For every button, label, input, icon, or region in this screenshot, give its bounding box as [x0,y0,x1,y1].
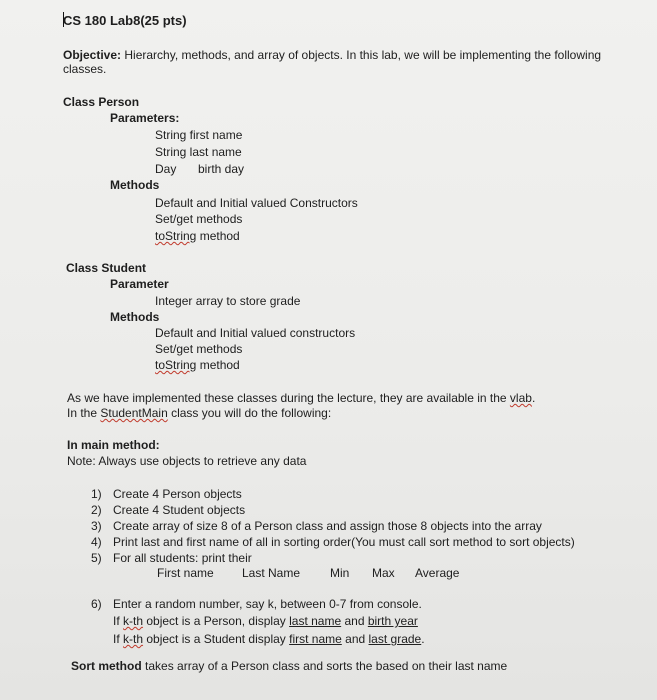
kth-person-line [113,614,418,628]
studentmain-word: StudentMain [100,406,168,420]
step-6-text: Enter a random number, say k, between 0-7 from console. [113,597,422,611]
person-param-first-name: String first name [155,128,243,142]
person-param-day-type: Day [155,162,177,176]
step-number: 5) [91,551,102,565]
kth-text: and [341,632,369,646]
tostring-word: toString [155,229,197,243]
tostring-rest: method [196,229,240,243]
last-grade-underlined: last grade [368,632,422,646]
kth-text: If [113,632,124,646]
student-param-grade-array: Integer array to store grade [155,294,301,308]
sort-method-label: Sort method [71,659,142,673]
kth-word: k-th [123,632,144,646]
intro-line-2-text: In the [67,406,101,420]
intro-line-1-text: As we have implemented these classes during the lecture, they are available in the [67,391,510,405]
birth-year-underlined: birth year [367,614,418,628]
kth-text: If [113,614,124,628]
step-number: 4) [91,535,102,549]
step-text: For all students: print their [113,551,252,565]
page-title: CS 180 Lab8(25 pts) [63,13,187,28]
kth-student-line [113,632,425,646]
column-average: Average [415,566,460,580]
step-text: Create 4 Person objects [113,487,242,501]
step-text: Print last and first name of all in sorting order(You must call sort method to sort objects) [113,535,575,549]
step-number: 3) [91,519,102,533]
step-text: Create array of size 8 of a Person class and assign those 8 objects into the array [113,519,542,533]
class-person-heading: Class Person [63,95,140,109]
column-last-name: Last Name [242,566,301,580]
intro-line-2 [67,406,331,420]
step-number: 6) [91,597,102,611]
person-param-last-name: String last name [155,145,242,159]
column-max: Max [372,566,395,580]
kth-text: object is a Student display [143,632,290,646]
objective-text: Hierarchy, methods, and array of objects. In this lab, we will be implementing the following [121,48,602,62]
main-method-heading: In main method: [67,438,160,452]
step-text: Create 4 Student objects [113,503,246,517]
main-method-note: Note: Always use objects to retrieve any data [67,454,307,468]
intro-line-1 [67,391,535,405]
column-min: Min [330,566,350,580]
class-student-heading: Class Student [66,261,147,275]
person-methods-heading: Methods [110,178,160,192]
kth-text: . [421,632,425,646]
vlab-link-text: vlab [509,391,532,405]
student-method-constructors: Default and Initial valued constructors [155,326,356,340]
objective-line-2: classes. [63,62,107,76]
kth-text: and [341,614,368,628]
student-method-setget: Set/get methods [155,342,243,356]
first-name-underlined: first name [289,632,342,646]
student-parameter-heading: Parameter [110,277,169,291]
last-name-underlined: last name [289,614,342,628]
column-first-name: First name [157,566,214,580]
step-number: 2) [91,503,102,517]
objective-label: Objective: [63,48,122,62]
student-methods-heading: Methods [110,310,160,324]
person-parameters-heading: Parameters: [110,111,180,125]
person-method-tostring [155,229,240,243]
sort-method-line [71,659,507,673]
tostring-rest: method [196,358,240,372]
person-method-constructors: Default and Initial valued Constructors [155,196,358,210]
kth-word: k-th [123,614,144,628]
sort-method-text: takes array of a Person class and sorts the based on their last name [141,659,508,673]
objective-line-1 [63,48,601,62]
intro-line-2-end: class you will do the following: [167,406,332,420]
person-method-setget: Set/get methods [155,212,243,226]
person-param-birth-day: birth day [198,162,245,176]
tostring-word: toString [155,358,197,372]
step-number: 1) [91,487,102,501]
intro-line-1-end: . [531,391,536,405]
kth-text: object is a Person, display [143,614,290,628]
student-method-tostring [155,358,240,372]
